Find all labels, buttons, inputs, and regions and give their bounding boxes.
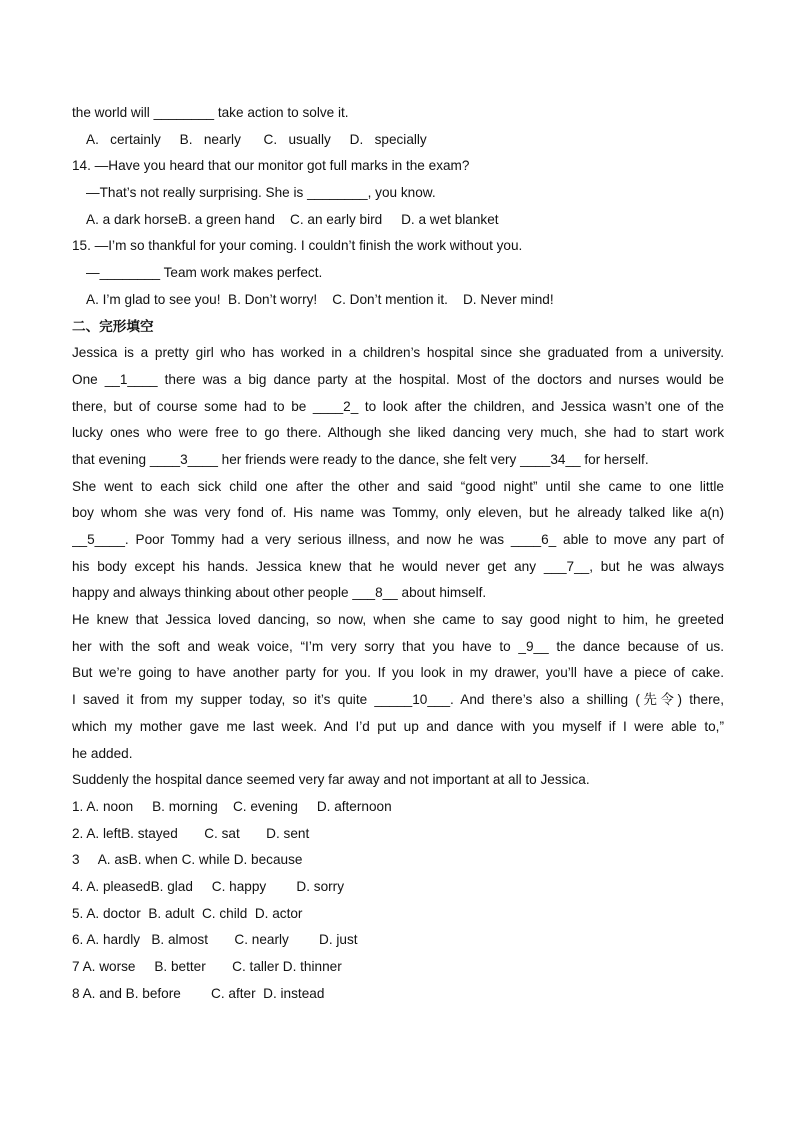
passage-line: he added. [72,745,133,761]
passage-line: his body except his hands. Jessica knew that he would never get any ___7__, but he was always [72,558,724,574]
passage-line: lucky ones who were free to go there. Although she liked dancing very much, she had to start work [72,425,724,441]
q13-options: A. certainly B. nearly C. usually D. specially [86,131,427,147]
cloze-option-8: 8 A. and B. before C. after D. instead [72,985,325,1001]
passage-line: __5____. Poor Tommy had a very serious illness, and now he was ____6_ able to move any part of [72,532,724,547]
cloze-option-7: 7 A. worse B. better C. taller D. thinner [72,959,342,974]
document-page [72,100,724,1007]
q15-stem: 15. —I’m so thankful for your coming. I couldn’t finish the work without you. [72,238,523,254]
passage-line: I saved it from my supper today, so it’s quite _____10___. And there’s also a shilling (先令) there, [72,692,724,708]
passage-line: Jessica is a pretty girl who has worked in a children’s hospital since she graduated from a university. [72,345,724,361]
passage-line: that evening ____3____ her friends were ready to the dance, she felt very ____34__ for herself. [72,451,649,467]
q14-options: A. a dark horseB. a green hand C. an early bird D. a wet blanket [86,211,499,227]
passage-line: She went to each sick child one after the other and said “good night” until she came to one little [72,478,724,494]
q14-reply: —That’s not really surprising. She is ________, you know. [86,185,436,201]
passage-line: boy whom she was very fond of. His name was Tommy, only eleven, but he already talked like a(n) [72,505,724,521]
cloze-option-5: 5. A. doctor B. adult C. child D. actor [72,905,303,921]
cloze-options [72,794,724,1008]
cloze-option-4: 4. A. pleasedB. glad C. happy D. sorry [72,878,345,894]
cloze-option-1: 1. A. noon B. morning C. evening D. afternoon [72,798,392,814]
cloze-option-6: 6. A. hardly B. almost C. nearly D. just [72,932,358,948]
passage-line: But we’re going to have another party for you. If you look in my drawer, you’ll have a piece of cake. [72,665,724,681]
passage-line: which my mother gave me last week. And I’d put up and dance with you myself if I were able to,” [72,718,724,734]
cloze-option-3: 3 A. asB. when C. while D. because [72,852,303,868]
q15-options: A. I’m glad to see you! B. Don’t worry! C. Don’t mention it. D. Never mind! [86,291,554,307]
q14-stem: 14. —Have you heard that our monitor got full marks in the exam? [72,158,470,174]
passage-line: One __1____ there was a big dance party at the hospital. Most of the doctors and nurses would be [72,371,724,387]
section-heading-cloze: 二、完形填空 [72,318,154,334]
passage-line: there, but of course some had to be ____2_ to look after the children, and Jessica wasn’t one of the [72,398,724,414]
passage-line: her with the soft and weak voice, “I’m very sorry that you have to _9__ the dance because of us. [72,638,724,654]
q13-stem-end: the world will ________ take action to solve it. [72,105,349,120]
q15-reply: —________ Team work makes perfect. [86,265,323,281]
passage-line: He knew that Jessica loved dancing, so now, when she came to say good night to him, he greeted [72,612,724,628]
cloze-option-2: 2. A. leftB. stayed C. sat D. sent [72,825,310,841]
passage-line: happy and always thinking about other people ___8__ about himself. [72,585,487,601]
cloze-passage [72,340,724,794]
passage-line: Suddenly the hospital dance seemed very far away and not important at all to Jessica. [72,772,590,788]
